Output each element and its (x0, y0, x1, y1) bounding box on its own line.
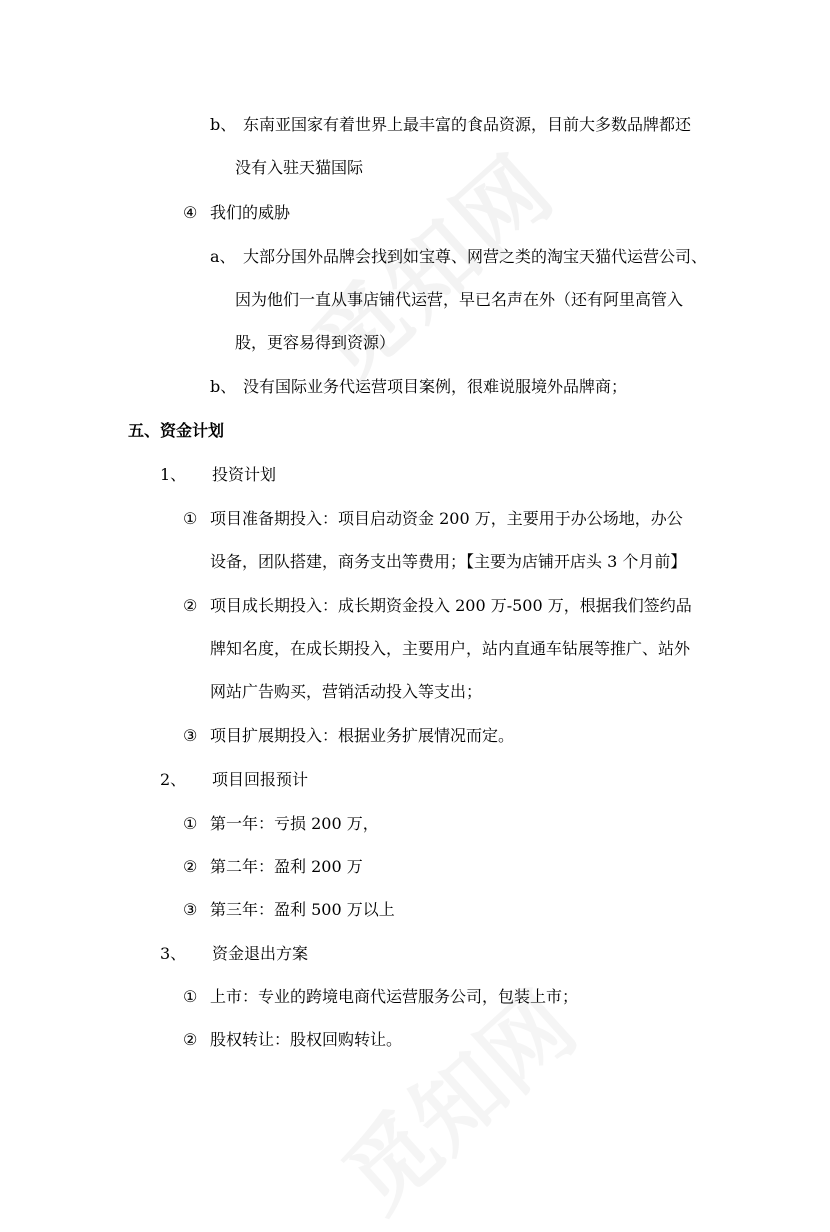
paragraph-line: 项目扩展期投入：根据业务扩展情况而定。 (210, 726, 515, 745)
watermark (300, 141, 570, 397)
list-marker: 2、 (160, 770, 187, 789)
list-marker: ② (183, 1030, 198, 1049)
section-heading: 五、资金计划 (128, 421, 225, 440)
paragraph-line: 大部分国外品牌会找到如宝尊、网营之类的淘宝天猫代运营公司、 (243, 247, 708, 266)
list-marker: 1、 (160, 465, 187, 484)
list-marker: b、 (210, 115, 237, 134)
list-marker: ③ (183, 900, 198, 919)
paragraph-line: 股权转让：股权回购转让。 (210, 1030, 403, 1049)
paragraph-line: 因为他们一直从事店铺代运营，早已名声在外（还有阿里高管入 (235, 290, 684, 309)
paragraph-line: 网站广告购买，营销活动投入等支出； (210, 682, 483, 701)
subsection-heading: 资金退出方案 (212, 944, 309, 963)
list-marker: a、 (210, 247, 236, 266)
list-marker: 3、 (160, 944, 187, 963)
paragraph-line: 上市：专业的跨境电商代运营服务公司，包装上市； (210, 987, 579, 1006)
paragraph-line: 股，更容易得到资源） (235, 333, 396, 352)
subsection-heading: 项目回报预计 (212, 770, 309, 789)
paragraph-line: 项目准备期投入：项目启动资金 200 万，主要用于办公场地，办公 (210, 509, 683, 528)
paragraph-line: 项目成长期投入：成长期资金投入 200 万-500 万，根据我们签约品 (210, 596, 692, 615)
paragraph-line: 第一年：亏损 200 万， (210, 814, 379, 833)
list-marker: ① (183, 509, 198, 528)
subsection-heading: 投资计划 (212, 465, 277, 484)
list-marker: ① (183, 814, 198, 833)
list-marker: ④ (183, 203, 198, 222)
paragraph-line: 没有入驻天猫国际 (235, 158, 364, 177)
paragraph-line: 东南亚国家有着世界上最丰富的食品资源，目前大多数品牌都还 (243, 115, 692, 134)
paragraph-line: 牌知名度，在成长期投入，主要用户，站内直通车钻展等推广、站外 (210, 639, 691, 658)
list-marker: b、 (210, 377, 237, 396)
list-marker: ③ (183, 726, 198, 745)
list-heading: 我们的威胁 (210, 203, 291, 222)
list-marker: ② (183, 857, 198, 876)
paragraph-line: 第二年：盈利 200 万 (210, 857, 363, 876)
paragraph-line: 第三年：盈利 500 万以上 (210, 900, 395, 919)
paragraph-line: 没有国际业务代运营项目案例，很难说服境外品牌商； (243, 377, 628, 396)
paragraph-line: 设备，团队搭建，商务支出等费用；【主要为店铺开店头 3 个月前】 (210, 552, 687, 571)
watermark-bottom (330, 979, 591, 1227)
list-marker: ② (183, 596, 198, 615)
list-marker: ① (183, 987, 198, 1006)
